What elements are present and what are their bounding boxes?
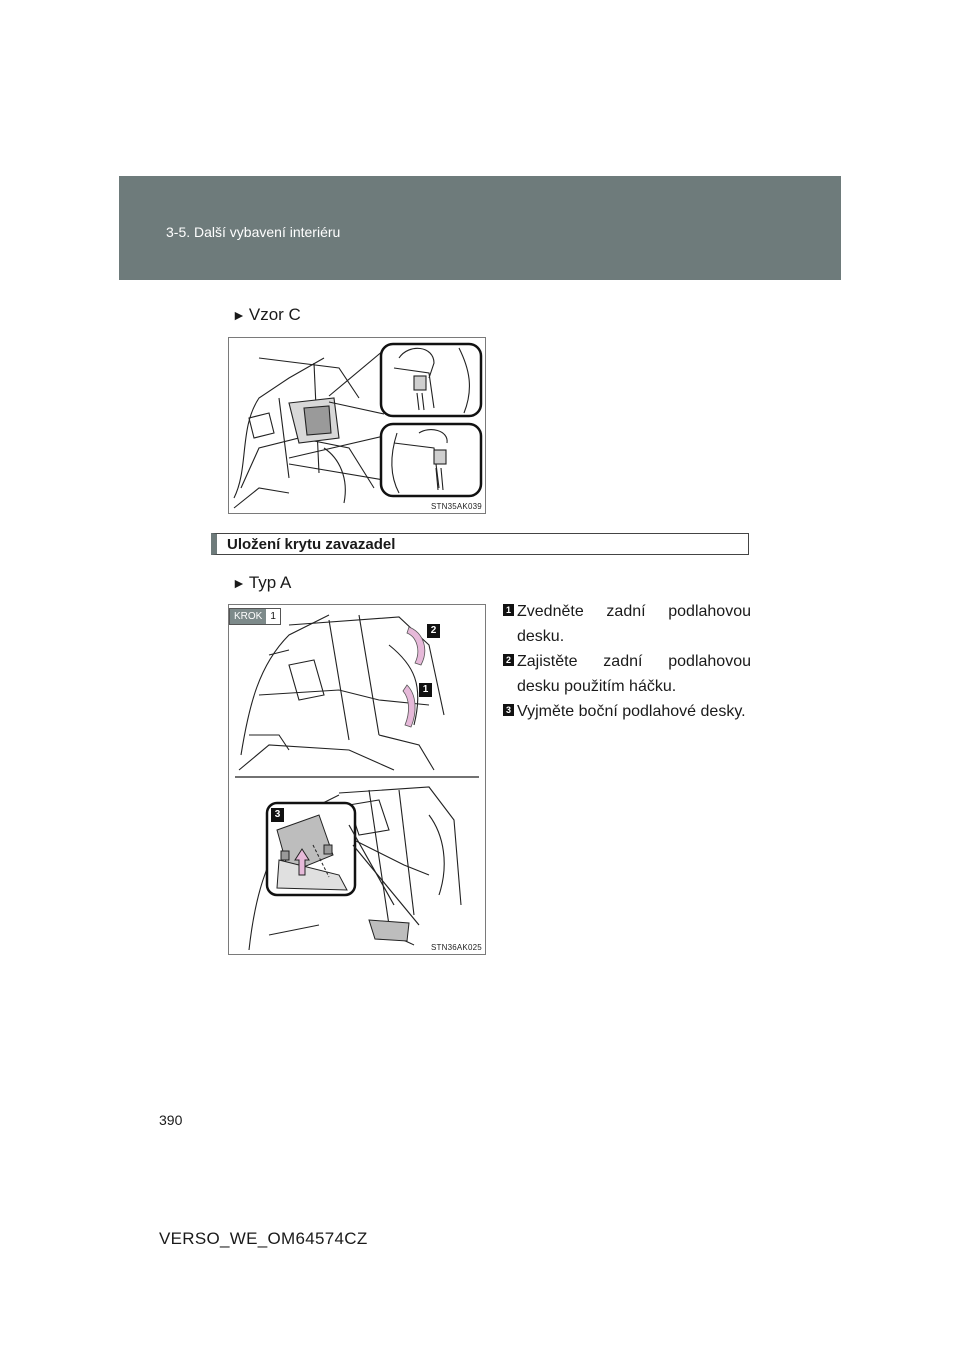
callout-3: 3 xyxy=(271,808,284,822)
step-3 xyxy=(503,699,751,724)
trunk-illustration-a xyxy=(229,605,485,954)
step-2 xyxy=(503,649,751,699)
figure-a-code: STN36AK025 xyxy=(431,943,482,952)
header-band xyxy=(119,176,841,280)
figure-c-code: STN35AK039 xyxy=(431,502,482,511)
section-heading: Uložení krytu zavazadel xyxy=(227,536,396,553)
step-text: Zvedněte zadní podlahovou desku. xyxy=(517,603,751,645)
section-label: 3-5. Další vybavení interiéru xyxy=(166,224,341,240)
krok-badge xyxy=(229,608,281,625)
step-1 xyxy=(503,599,751,649)
figure-variant-a xyxy=(228,604,486,955)
variant-a-text: Typ A xyxy=(248,573,292,592)
krok-number: 1 xyxy=(266,609,280,624)
variant-c-text: Vzor C xyxy=(248,305,301,324)
triangle-marker-icon: ► xyxy=(232,575,246,591)
variant-c-label xyxy=(232,305,301,325)
figure-variant-c xyxy=(228,337,486,514)
callout-1: 1 xyxy=(419,683,432,697)
variant-a-label xyxy=(232,573,291,593)
trunk-illustration-c xyxy=(229,338,485,513)
callout-2: 2 xyxy=(427,624,440,638)
triangle-marker-icon: ► xyxy=(232,307,246,323)
step-text: Vyjměte boční podlahové desky. xyxy=(517,703,746,720)
step-text: Zajistěte zadní podlahovou desku použitím háčku. xyxy=(517,653,751,695)
section-heading-box xyxy=(211,533,749,555)
krok-label: KROK xyxy=(230,609,266,624)
step-number: 1 xyxy=(503,604,514,616)
step-number: 2 xyxy=(503,654,514,666)
step-number: 3 xyxy=(503,704,514,716)
document-code: VERSO_WE_OM64574CZ xyxy=(159,1229,368,1248)
page-number: 390 xyxy=(159,1112,183,1128)
